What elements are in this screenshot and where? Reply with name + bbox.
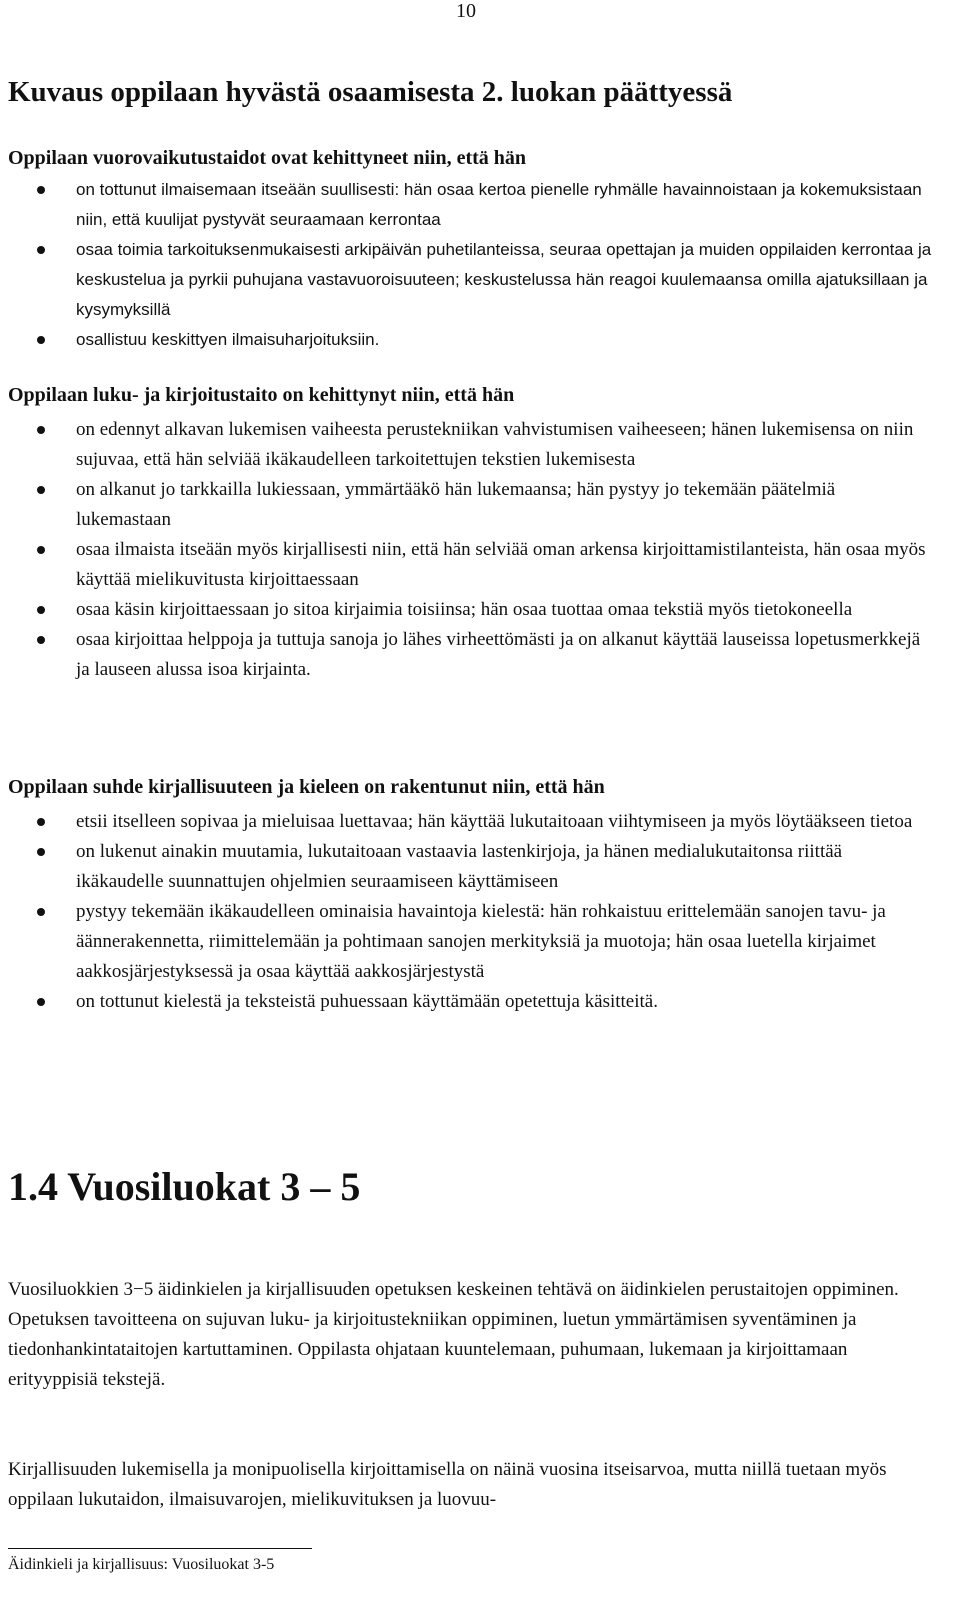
footer-text: Äidinkieli ja kirjallisuus: Vuosiluokat 3-5 bbox=[8, 1556, 275, 1573]
paragraph-1: Vuosiluokkien 3−5 äidinkielen ja kirjallisuuden opetuksen keskeinen tehtävä on äidinkielen perustaitojen oppiminen. Opetuksen tavoitteena on sujuvan luku- ja kirjoitustekniikan oppiminen, luetun ymmärtämisen syventäminen ja tiedonhankintataitojen kartuttaminen. Oppilasta ohjataan kuuntelemaan, puhumaan, lukemaan ja kirjoittamaan erityyppisiä tekstejä. bbox=[8, 1279, 899, 1390]
section-title-1-4: 1.4 Vuosiluokat 3 – 5 bbox=[8, 1164, 361, 1209]
list-item: osallistuu keskittyen ilmaisuharjoituksiin. bbox=[0, 325, 932, 355]
footnote-divider bbox=[8, 1548, 312, 1549]
paragraph-2: Kirjallisuuden lukemisella ja monipuolisella kirjoittamisella on näinä vuosina itseisarvoa, mutta niillä tuetaan myös oppilaan lukutaidon, ilmaisuvarojen, mielikuvituksen ja luovuu- bbox=[8, 1459, 887, 1510]
list-item: on edennyt alkavan lukemisen vaiheesta perustekniikan vahvistumisen vaiheeseen; hänen lukemisensa on niin sujuvaa, että hän selviää ikäkaudelleen tarkoitettujen tekstien lukemisesta bbox=[0, 415, 932, 475]
list-item: osaa toimia tarkoituksenmukaisesti arkipäivän puhetilanteissa, seuraa opettajan ja muiden oppilaiden kerrontaa ja keskustelua ja pyrkii puhujana vastavuoroisuuteen; keskustelussa hän reagoi kuulemaansa omilla ajatuksillaan ja kysymyksillä bbox=[0, 235, 932, 325]
interaction-skills-list bbox=[0, 175, 932, 355]
list-item: osaa käsin kirjoittaessaan jo sitoa kirjaimia toisiinsa; hän osaa tuottaa omaa tekstiä myös tietokoneella bbox=[0, 595, 932, 625]
list-item: etsii itselleen sopivaa ja mieluisaa luettavaa; hän käyttää lukutaitoaan viihtymiseen ja myös löytääkseen tietoa bbox=[0, 807, 932, 837]
literature-relation-list bbox=[0, 807, 932, 1017]
list-item: on tottunut kielestä ja teksteistä puhuessaan käyttämään opetettuja käsitteitä. bbox=[0, 987, 932, 1017]
list-item: on tottunut ilmaisemaan itseään suullisesti: hän osaa kertoa pienelle ryhmälle havainnoistaan ja kokemuksistaan niin, että kuulijat pystyvät seuraamaan kerrontaa bbox=[0, 175, 932, 235]
list-item: osaa ilmaista itseään myös kirjallisesti niin, että hän selviää oman arkensa kirjoittamistilanteista, hän osaa myös käyttää mielikuvitusta kirjoittaessaan bbox=[0, 535, 932, 595]
section-heading-interaction: Oppilaan vuorovaikutustaidot ovat kehittyneet niin, että hän bbox=[8, 147, 527, 169]
page-title: Kuvaus oppilaan hyvästä osaamisesta 2. luokan päättyessä bbox=[8, 76, 733, 108]
page-number: 10 bbox=[456, 0, 476, 22]
list-item: pystyy tekemään ikäkaudelleen ominaisia havaintoja kielestä: hän rohkaistuu erittelemään sanojen tavu- ja äännerakennetta, riimittelemään ja pohtimaan sanojen merkityksiä ja muotoja; hän osaa luetella kirjaimet aakkosjärjestyksessä ja osaa käyttää aakkosjärjestystä bbox=[0, 897, 932, 987]
list-item: osaa kirjoittaa helppoja ja tuttuja sanoja jo lähes virheettömästi ja on alkanut käyttää lauseissa lopetusmerkkejä ja lauseen alussa isoa kirjainta. bbox=[0, 625, 932, 685]
list-item: on alkanut jo tarkkailla lukiessaan, ymmärtääkö hän lukemaansa; hän pystyy jo tekemään päätelmiä lukemastaan bbox=[0, 475, 932, 535]
section-heading-literacy: Oppilaan luku- ja kirjoitustaito on kehittynyt niin, että hän bbox=[8, 384, 515, 406]
list-item: on lukenut ainakin muutamia, lukutaitoaan vastaavia lastenkirjoja, ja hänen medialukutaitonsa riittää ikäkaudelle suunnattujen ohjelmien seuraamiseen käyttämiseen bbox=[0, 837, 932, 897]
section-heading-literature: Oppilaan suhde kirjallisuuteen ja kieleen on rakentunut niin, että hän bbox=[8, 776, 605, 798]
literacy-skills-list bbox=[0, 415, 932, 685]
